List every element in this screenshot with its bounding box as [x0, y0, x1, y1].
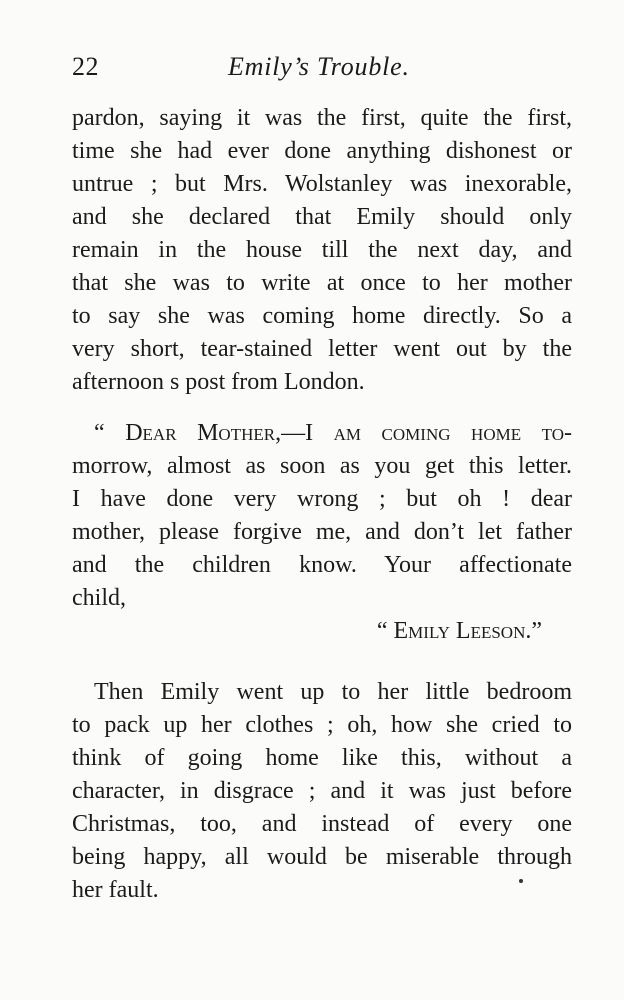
- text-line: pardon, saying it was the first, quite the first,: [72, 105, 572, 131]
- text-line: remain in the house till the next day, and: [72, 237, 572, 263]
- text-line: child,: [72, 585, 126, 611]
- text-line: time she had ever done anything dishonest or: [72, 138, 572, 164]
- text-line: being happy, all would be miserable through: [72, 844, 572, 870]
- text-line: untrue ; but Mrs. Wolstanley was inexorable,: [72, 171, 572, 197]
- text-line: Christmas, too, and instead of every one: [72, 811, 572, 837]
- text-line: her fault.: [72, 877, 159, 903]
- text-line: and she declared that Emily should only: [72, 204, 572, 230]
- text-line: morrow, almost as soon as you get this letter.: [72, 453, 572, 479]
- paragraph-1: [72, 102, 572, 399]
- body-text: [72, 102, 572, 925]
- text-line: very short, tear-stained letter went out by the: [72, 336, 572, 362]
- text-line: to pack up her clothes ; oh, how she cried to: [72, 712, 572, 738]
- page-number: 22: [72, 52, 99, 81]
- text-line: character, in disgrace ; and it was just before: [72, 778, 572, 804]
- letter-paragraph: [72, 417, 572, 648]
- text-line: I have done very wrong ; but oh ! dear: [72, 486, 572, 512]
- text-line: that she was to write at once to her mother: [72, 270, 572, 296]
- running-title: Emily’s Trouble.: [228, 52, 410, 81]
- text-line: to say she was coming home directly. So a: [72, 303, 572, 329]
- text-line: and the children know. Your affectionate: [72, 552, 572, 578]
- text-line: Then Emily went up to her little bedroom: [94, 679, 572, 705]
- text-line: mother, please forgive me, and don’t let father: [72, 519, 572, 545]
- text-line: afternoon s post from London.: [72, 369, 365, 395]
- text-line: “ Dear Mother,—I am coming home to-: [94, 420, 572, 446]
- letter-signature: “ Emily Leeson.”: [376, 618, 542, 644]
- paragraph-3: [72, 676, 572, 907]
- ink-speck: [519, 879, 523, 883]
- text-line: think of going home like this, without a: [72, 745, 572, 771]
- page-header: [72, 52, 572, 92]
